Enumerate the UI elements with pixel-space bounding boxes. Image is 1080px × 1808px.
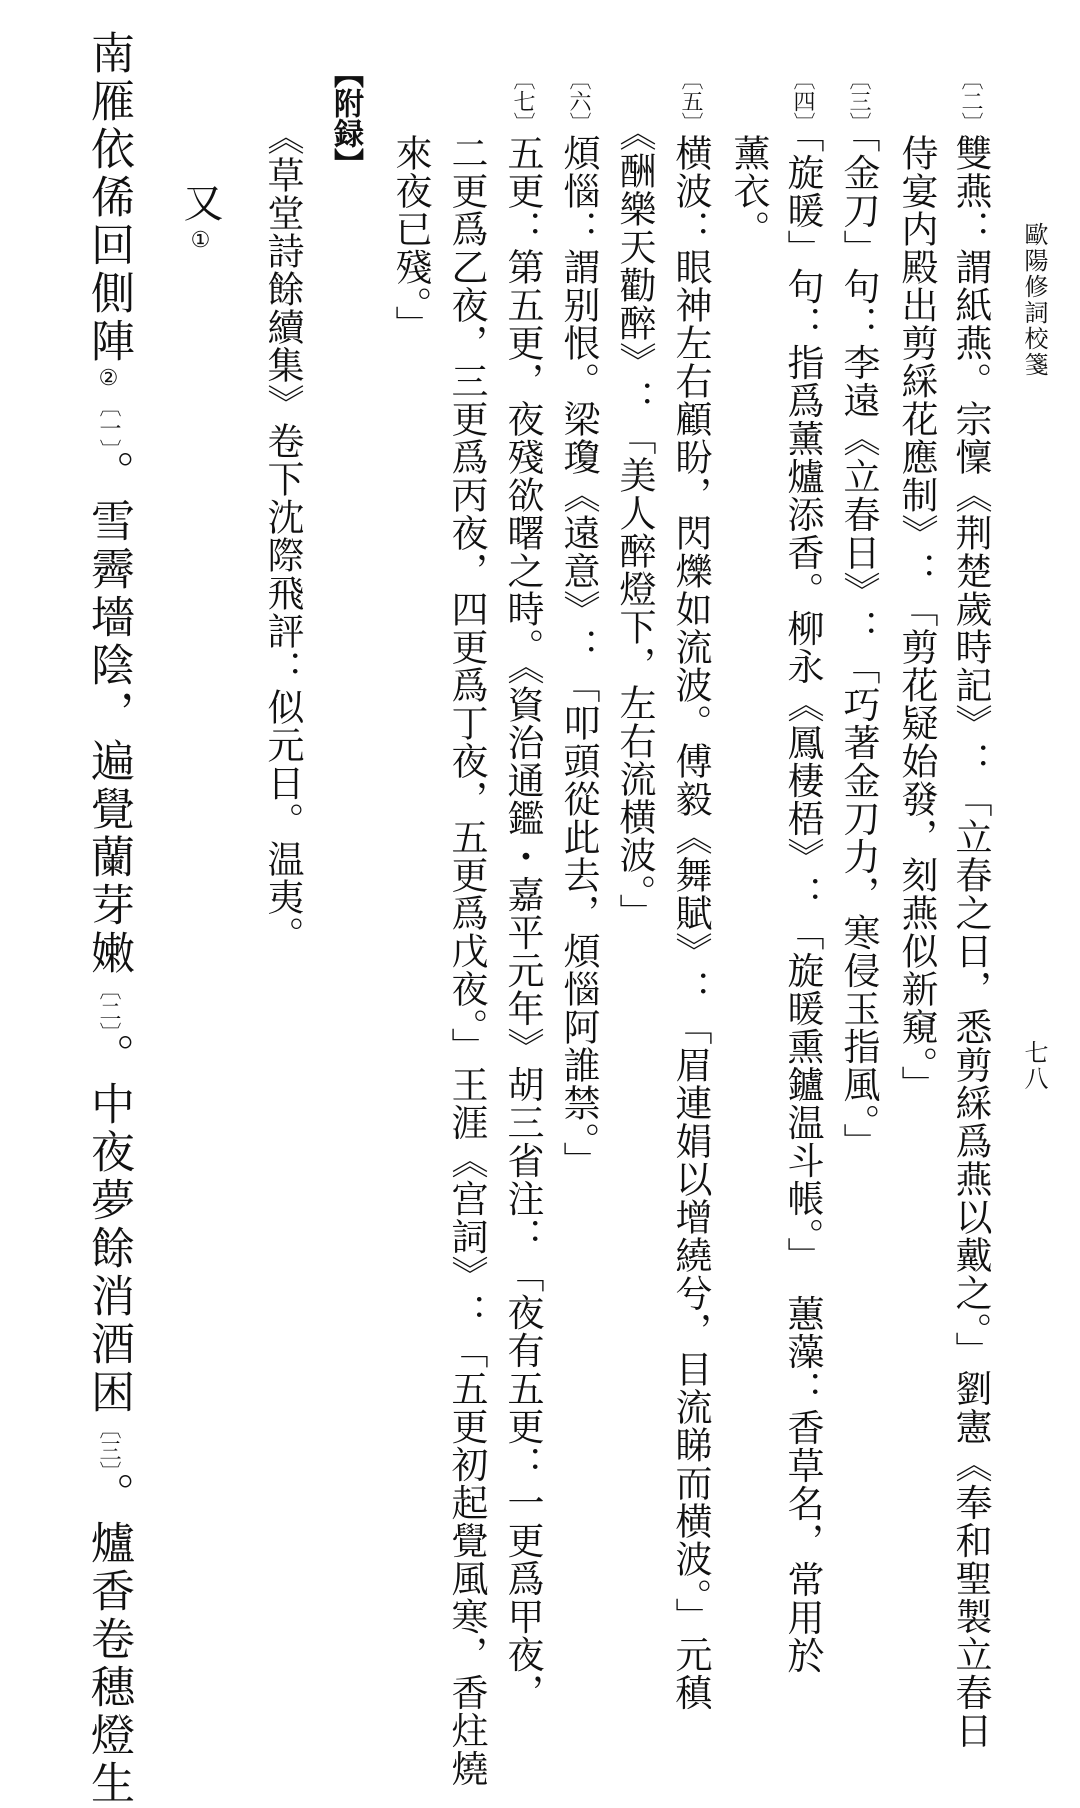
note-number: 〔六〕 [566, 68, 591, 134]
note-2-line-1: 〔二〕雙燕：謂紙燕。宗懍《荆楚歲時記》：「立春之日，悉剪綵爲燕以戴之。」劉憲《奉和聖製立春日 [949, 68, 992, 1750]
note-4-line-2: 薰衣。 [727, 134, 770, 248]
note-ref: 〔三〕 [96, 1417, 121, 1472]
book-title: 歐陽修詞校箋 [1020, 222, 1048, 378]
note-7-line-1: 〔七〕五更：第五更，夜殘欲曙之時。《資治通鑑・嘉平元年》胡三省注：「夜有五更：一更爲甲夜， [501, 68, 544, 1712]
note-3-line-1: 〔三〕「金刀」句：李遠《立春日》：「巧著金刀力，寒侵玉指風。」 [837, 68, 880, 1161]
page-number: 七八 [1020, 1040, 1048, 1092]
note-4-line-1: 〔四〕「旋暖」句：指爲薰爐添香。柳永《鳳棲梧》：「旋暖熏鑪温斗帳。」 蕙藻：香草名，常用於 [781, 68, 824, 1675]
note-number: 〔三〕 [846, 68, 871, 134]
note-ref: 〔二〕 [96, 978, 121, 1033]
note-6-line-1: 〔六〕煩惱：謂别恨。梁瓊《遠意》：「叩頭從此去，煩惱阿誰禁。」 [557, 68, 600, 1180]
appendix-text: 《草堂詩餘續集》卷下沈際飛評：似元日。温夷。 [261, 118, 304, 954]
poem-line: 南雁依俙回側陣②〔一〕。雪霽墻陰，遍覺蘭芽嫩〔二〕。中夜夢餘消酒困〔三〕。爐香卷穗燈生 [83, 30, 134, 1808]
footnote-mark: ① [188, 228, 213, 259]
note-7-line-3: 來夜已殘。」 [389, 134, 432, 344]
note-2-line-2: 侍宴内殿出剪綵花應制》：「剪花疑始發，刻燕似新窺。」 [895, 134, 938, 1104]
poem-title: 又① [177, 182, 223, 259]
footnote-mark: ② [96, 366, 121, 395]
note-ref: 〔一〕 [96, 395, 121, 450]
note-number: 〔五〕 [678, 68, 703, 134]
appendix-heading: 【附録】 [328, 58, 363, 178]
note-7-line-2: 二更爲乙夜，三更爲丙夜，四更爲丁夜，五更爲戊夜。」王涯《宫詞》：「五更初起覺風寒，香炷燒 [445, 134, 488, 1788]
note-number: 〔二〕 [958, 68, 983, 134]
note-5-line-2: 《酬樂天勸醉》：「美人醉燈下，左右流横波。」 [613, 114, 656, 932]
note-5-line-1: 〔五〕横波：眼神左右顧盼，閃爍如流波。傅毅《舞賦》：「眉連娟以增繞兮，目流睇而横波。」元稹 [669, 68, 712, 1712]
note-number: 〔四〕 [790, 68, 815, 134]
note-number: 〔七〕 [510, 68, 535, 134]
